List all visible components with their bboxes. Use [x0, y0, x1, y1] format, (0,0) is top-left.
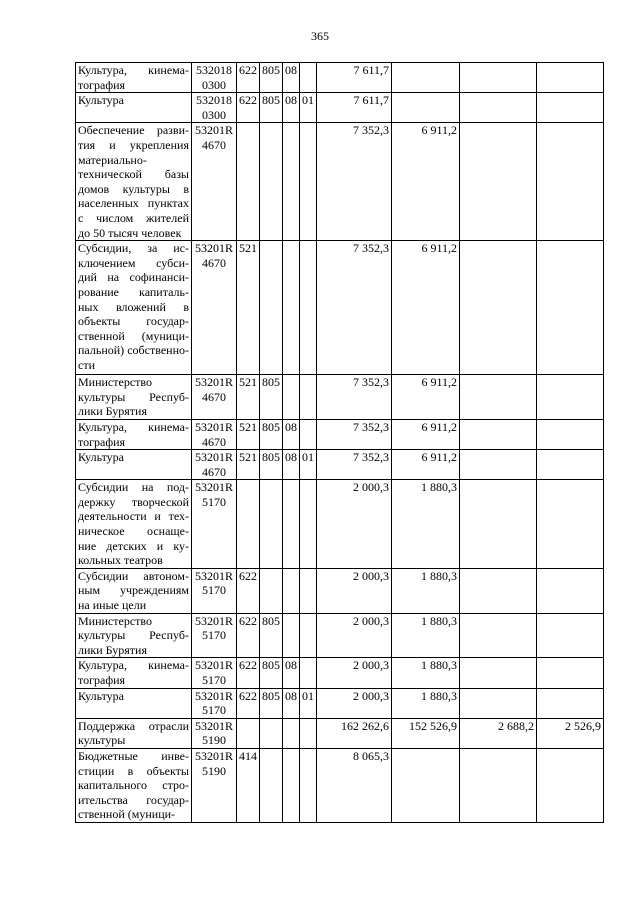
subsection-code — [300, 748, 317, 822]
section-code — [283, 748, 300, 822]
code-part-1: 53201R — [194, 480, 233, 495]
ministry-code: 805 — [260, 450, 283, 480]
row-name — [76, 480, 192, 569]
amount-4 — [537, 688, 604, 718]
amount-federal: 6 911,2 — [392, 419, 460, 449]
table-row — [76, 658, 604, 688]
row-name-line: ственной (муници- — [78, 807, 176, 822]
row-name-line: ключением субси- — [78, 255, 189, 270]
ministry-code — [260, 748, 283, 822]
section-code: 08 — [283, 688, 300, 718]
amount-4 — [537, 123, 604, 241]
target-article-code — [192, 241, 237, 375]
target-article-code — [192, 658, 237, 688]
amount-3 — [460, 568, 537, 613]
amount-3 — [460, 748, 537, 822]
row-name-line: домов культуры в — [78, 181, 189, 196]
subsection-code — [300, 375, 317, 420]
code-part-1: 53201R — [194, 688, 233, 703]
row-name-line: держку творческой — [78, 494, 189, 509]
table-row — [76, 568, 604, 613]
amount-total: 2 000,3 — [317, 688, 392, 718]
budget-table — [75, 62, 604, 823]
code-part-2: 5170 — [202, 673, 226, 687]
row-name-line: с числом жителей — [78, 210, 189, 225]
target-article-code — [192, 568, 237, 613]
subsection-code — [300, 568, 317, 613]
amount-total: 7 352,3 — [317, 450, 392, 480]
section-code — [283, 241, 300, 375]
code-part-2: 4670 — [202, 389, 226, 404]
amount-total: 7 352,3 — [317, 375, 392, 420]
amount-federal: 1 880,3 — [392, 613, 460, 658]
row-name-line: Культура, кинема- — [78, 63, 189, 77]
ministry-code: 805 — [260, 375, 283, 420]
amount-3: 2 688,2 — [460, 718, 537, 748]
code-part-2: 4670 — [202, 137, 226, 152]
expense-type: 622 — [237, 93, 260, 123]
amount-total: 2 000,3 — [317, 480, 392, 569]
row-name-line: до 50 тысяч человек — [78, 225, 182, 240]
code-part-1: 53201R — [194, 658, 233, 673]
code-part-1: 532018 — [196, 63, 232, 77]
ministry-code: 805 — [260, 658, 283, 688]
section-code: 08 — [283, 419, 300, 449]
expense-type: 622 — [237, 568, 260, 613]
amount-4 — [537, 568, 604, 613]
table-row — [76, 450, 604, 480]
code-part-1: 53201R — [194, 123, 233, 138]
section-code — [283, 613, 300, 658]
row-name-line: тография — [78, 77, 126, 92]
row-name-line: Культура — [78, 93, 124, 108]
row-name-line: дий на софинанси- — [78, 270, 189, 285]
amount-3 — [460, 688, 537, 718]
row-name-line: Культура, кинема- — [78, 419, 189, 434]
row-name-line: лики Бурятия — [78, 642, 147, 657]
target-article-code — [192, 123, 237, 241]
row-name-line: технической базы — [78, 167, 189, 182]
code-part-2: 5170 — [202, 583, 226, 598]
table-row — [76, 613, 604, 658]
subsection-code — [300, 63, 317, 93]
code-part-1: 53201R — [194, 718, 233, 733]
amount-3 — [460, 658, 537, 688]
row-name-line: пальной) собственно- — [78, 343, 189, 358]
row-name — [76, 718, 192, 748]
code-part-2: 5190 — [202, 733, 226, 748]
row-name-line: материально- — [78, 152, 147, 167]
row-name-line: Министерство — [78, 375, 152, 390]
amount-total: 2 000,3 — [317, 658, 392, 688]
expense-type: 521 — [237, 450, 260, 480]
code-part-1: 53201R — [194, 568, 233, 583]
amount-total: 7 611,7 — [317, 93, 392, 123]
amount-4 — [537, 658, 604, 688]
amount-3 — [460, 613, 537, 658]
code-part-2: 0300 — [202, 77, 226, 92]
subsection-code — [300, 718, 317, 748]
row-name — [76, 568, 192, 613]
ministry-code: 805 — [260, 688, 283, 718]
code-part-1: 53201R — [194, 375, 233, 390]
expense-type: 521 — [237, 375, 260, 420]
row-name-line: ительства государ- — [78, 792, 189, 807]
amount-federal: 1 880,3 — [392, 658, 460, 688]
target-article-code — [192, 748, 237, 822]
section-code: 08 — [283, 658, 300, 688]
code-part-2: 5170 — [202, 494, 226, 509]
row-name — [76, 613, 192, 658]
table-row — [76, 480, 604, 569]
amount-federal: 1 880,3 — [392, 688, 460, 718]
expense-type: 414 — [237, 748, 260, 822]
section-code — [283, 568, 300, 613]
code-part-1: 53201R — [194, 748, 233, 763]
row-name-line: ние детских и ку- — [78, 538, 189, 553]
amount-3 — [460, 123, 537, 241]
amount-total: 7 352,3 — [317, 123, 392, 241]
expense-type: 622 — [237, 613, 260, 658]
section-code: 08 — [283, 450, 300, 480]
amount-federal — [392, 93, 460, 123]
amount-total: 162 262,6 — [317, 718, 392, 748]
amount-3 — [460, 375, 537, 420]
expense-type — [237, 718, 260, 748]
expense-type: 622 — [237, 688, 260, 718]
row-name-line: Поддержка отрасли — [78, 718, 189, 733]
row-name-line: стиции в объекты — [78, 763, 189, 778]
row-name-line: объекты государ- — [78, 314, 189, 329]
amount-total: 7 611,7 — [317, 63, 392, 93]
amount-total: 7 352,3 — [317, 419, 392, 449]
target-article-code — [192, 480, 237, 569]
row-name-line: Субсидии на под- — [78, 480, 189, 495]
row-name-line: культуры Респуб- — [78, 389, 189, 404]
amount-federal: 152 526,9 — [392, 718, 460, 748]
table-row — [76, 123, 604, 241]
table-row — [76, 748, 604, 822]
row-name-line: капитального стро- — [78, 778, 189, 793]
subsection-code — [300, 613, 317, 658]
row-name-line: Обеспечение разви- — [78, 123, 189, 138]
row-name-line: ных вложений в — [78, 299, 189, 314]
ministry-code — [260, 718, 283, 748]
code-part-1: 53201R — [194, 419, 233, 434]
expense-type — [237, 123, 260, 241]
row-name — [76, 658, 192, 688]
row-name — [76, 748, 192, 822]
ministry-code — [260, 480, 283, 569]
code-part-2: 0300 — [202, 107, 226, 122]
code-part-1: 53201R — [194, 613, 233, 628]
expense-type — [237, 480, 260, 569]
row-name-line: культуры Респуб- — [78, 628, 189, 643]
amount-federal: 1 880,3 — [392, 568, 460, 613]
amount-4 — [537, 419, 604, 449]
row-name-line: кольных театров — [78, 553, 163, 568]
row-name — [76, 419, 192, 449]
table-row — [76, 241, 604, 375]
amount-3 — [460, 241, 537, 375]
row-name-line: Министерство — [78, 613, 152, 628]
table-row — [76, 419, 604, 449]
expense-type: 622 — [237, 658, 260, 688]
expense-type: 622 — [237, 63, 260, 93]
amount-4 — [537, 613, 604, 658]
amount-4 — [537, 748, 604, 822]
target-article-code — [192, 450, 237, 480]
amount-4 — [537, 480, 604, 569]
row-name — [76, 688, 192, 718]
row-name — [76, 450, 192, 480]
subsection-code: 01 — [300, 93, 317, 123]
section-code — [283, 123, 300, 241]
section-code — [283, 480, 300, 569]
code-part-2: 5170 — [202, 703, 226, 718]
amount-total: 2 000,3 — [317, 613, 392, 658]
amount-3 — [460, 93, 537, 123]
expense-type: 521 — [237, 241, 260, 375]
code-part-2: 4670 — [202, 464, 226, 479]
code-part-2: 5170 — [202, 628, 226, 643]
section-code — [283, 375, 300, 420]
row-name — [76, 123, 192, 241]
code-part-1: 532018 — [196, 93, 232, 108]
amount-federal: 6 911,2 — [392, 241, 460, 375]
section-code: 08 — [283, 63, 300, 93]
amount-4 — [537, 450, 604, 480]
amount-4 — [537, 241, 604, 375]
row-name-line: Культура — [78, 450, 124, 465]
subsection-code — [300, 419, 317, 449]
target-article-code — [192, 63, 237, 93]
expense-type: 521 — [237, 419, 260, 449]
amount-3 — [460, 63, 537, 93]
code-part-2: 4670 — [202, 434, 226, 449]
subsection-code — [300, 123, 317, 241]
ministry-code: 805 — [260, 419, 283, 449]
subsection-code: 01 — [300, 450, 317, 480]
row-name-line: тография — [78, 673, 126, 687]
amount-federal: 6 911,2 — [392, 450, 460, 480]
section-code — [283, 718, 300, 748]
code-part-2: 5190 — [202, 763, 226, 778]
code-part-1: 53201R — [194, 241, 233, 256]
table-row — [76, 93, 604, 123]
subsection-code — [300, 658, 317, 688]
row-name-line: Культура — [78, 688, 124, 703]
subsection-code — [300, 480, 317, 569]
amount-federal — [392, 748, 460, 822]
code-part-2: 4670 — [202, 255, 226, 270]
target-article-code — [192, 375, 237, 420]
target-article-code — [192, 718, 237, 748]
row-name — [76, 241, 192, 375]
target-article-code — [192, 688, 237, 718]
row-name-line: Субсидии автоном- — [78, 568, 189, 583]
target-article-code — [192, 419, 237, 449]
amount-3 — [460, 419, 537, 449]
ministry-code: 805 — [260, 93, 283, 123]
row-name — [76, 375, 192, 420]
ministry-code — [260, 568, 283, 613]
amount-total: 7 352,3 — [317, 241, 392, 375]
row-name-line: тия и укрепления — [78, 137, 189, 152]
amount-total: 8 065,3 — [317, 748, 392, 822]
table-row — [76, 688, 604, 718]
row-name — [76, 93, 192, 123]
row-name-line: Субсидии, за ис- — [78, 241, 189, 256]
amount-total: 2 000,3 — [317, 568, 392, 613]
amount-3 — [460, 450, 537, 480]
row-name — [76, 63, 192, 93]
amount-federal — [392, 63, 460, 93]
amount-federal: 6 911,2 — [392, 123, 460, 241]
section-code: 08 — [283, 93, 300, 123]
amount-federal: 1 880,3 — [392, 480, 460, 569]
page-number: 365 — [311, 29, 329, 43]
subsection-code — [300, 241, 317, 375]
subsection-code: 01 — [300, 688, 317, 718]
target-article-code — [192, 93, 237, 123]
amount-4 — [537, 93, 604, 123]
table-row — [76, 63, 604, 93]
amount-3 — [460, 480, 537, 569]
amount-4 — [537, 63, 604, 93]
row-name-line: деятельности и тех- — [78, 509, 189, 524]
row-name-line: культуры — [78, 733, 126, 748]
amount-4 — [537, 375, 604, 420]
row-name-line: лики Бурятия — [78, 404, 147, 419]
ministry-code: 805 — [260, 613, 283, 658]
table-row — [76, 718, 604, 748]
row-name-line: населенных пунктах — [78, 196, 189, 211]
ministry-code: 805 — [260, 63, 283, 93]
row-name-line: ным учреждениям — [78, 583, 189, 598]
row-name-line: рование капиталь- — [78, 284, 189, 299]
code-part-1: 53201R — [194, 450, 233, 465]
row-name-line: Культура, кинема- — [78, 658, 189, 673]
ministry-code — [260, 123, 283, 241]
ministry-code — [260, 241, 283, 375]
row-name-line: сти — [78, 357, 95, 372]
amount-federal: 6 911,2 — [392, 375, 460, 420]
row-name-line: Бюджетные инве- — [78, 748, 189, 763]
table-row — [76, 375, 604, 420]
row-name-line: на иные цели — [78, 598, 147, 613]
row-name-line: ственной (муници- — [78, 328, 189, 343]
target-article-code — [192, 613, 237, 658]
row-name-line: тография — [78, 434, 126, 449]
row-name-line: ническое оснаще- — [78, 524, 189, 539]
amount-4: 2 526,9 — [537, 718, 604, 748]
